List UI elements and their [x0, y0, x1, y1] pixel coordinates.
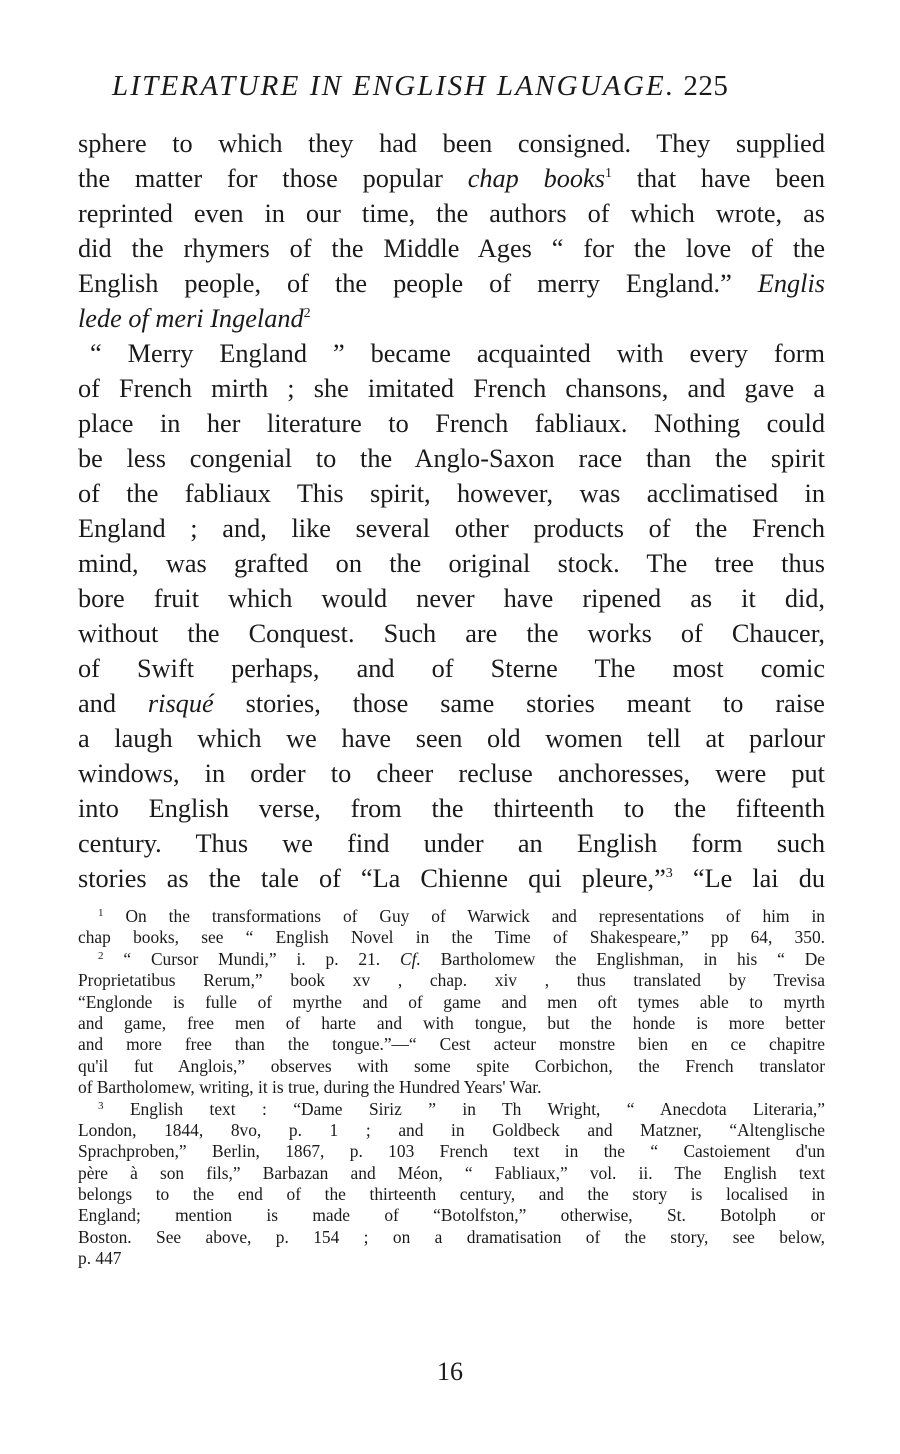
footnote-line: belongs to the end of the thirteenth century, and the story is localised in [78, 1184, 825, 1205]
running-title: LITERATURE IN ENGLISH LANGUAGE. [112, 70, 676, 102]
text-line: place in her literature to French fabliaux. Nothing could [78, 409, 825, 438]
italic-term: chap books [467, 164, 605, 193]
page-number: 225 [683, 70, 729, 102]
footnote-line: and game, free men of harte and with tongue, but the honde is more better [78, 1012, 825, 1033]
footnote-line: qu'il fut Anglois,” observes with some spite Corbichon, the French translator [78, 1055, 825, 1076]
text-line: mind, was grafted on the original stock. The tree thus [78, 549, 825, 578]
text-line: windows, in order to cheer recluse anchoresses, were put [78, 759, 825, 788]
footnote-line: of Bartholomew, writing, it is true, during the Hundred Years' War. [78, 1077, 542, 1098]
footnote-ref: 1 [604, 166, 612, 181]
text-line: did the rhymers of the Middle Ages “ for the love of the [78, 234, 825, 263]
text-line [78, 301, 825, 336]
text-line: reprinted even in our time, the authors of which wrote, as [78, 199, 825, 228]
footnote-mark: 2 [98, 949, 104, 962]
text-line: of Swift perhaps, and of Sterne The most comic [78, 654, 825, 683]
footnote-line: England; mention is made of “Botolfston,” otherwise, St. Botolph or [78, 1205, 825, 1226]
text-line: be less congenial to the Anglo-Saxon race than the spirit [78, 444, 825, 473]
text-line: English people, of the people of merry England.” Englis [78, 269, 826, 298]
italic-quote: Englis [757, 269, 826, 298]
text-line: stories as the tale of “La Chienne qui pleure,”$^3$ “Le lai du [78, 864, 825, 893]
text-line: of French mirth ; she imitated French chansons, and gave a [78, 374, 825, 403]
italic-term: risqué [147, 689, 214, 718]
footnote-ref: 2 [303, 306, 311, 321]
footnote-line: and more free than the tongue.”—“ Cest acteur monstre bien en ce chapitre [78, 1034, 825, 1055]
footnote-line: $^1$ On the transformations of Guy of Warwick and representations of him in [98, 906, 825, 926]
text-line: and risqué stories, those same stories meant to raise [78, 689, 825, 718]
footnote-line: Boston. See above, p. 154 ; on a dramatisation of the story, see below, [78, 1226, 825, 1247]
footnote-line: $^3$ English text : “Dame Siriz ” in Th Wright, “ Anecdota Literaria,” [98, 1098, 825, 1119]
italic-quote: lede of meri Ingeland [78, 304, 304, 333]
text-line: of the fabliaux This spirit, however, was acclimatised in [78, 479, 825, 508]
running-header [112, 66, 832, 106]
text-line: a laugh which we have seen old women tell at parlour [78, 724, 825, 753]
text-line: sphere to which they had been consigned. They supplied [78, 129, 825, 158]
footnote-line: chap books, see “ English Novel in the Time of Shakespeare,” pp 64, 350. [78, 927, 825, 948]
footnotes [78, 906, 825, 1270]
footnote-line: $^2$ “ Cursor Mundi,” i. p. 21. Cf. Bartholomew the Englishman, in his “ De [98, 948, 826, 969]
text-line: “ Merry England ” became acquainted with every form [90, 339, 825, 368]
footnote-line: “Englonde is fulle of myrthe and of game and men oft tymes able to myrth [78, 991, 825, 1012]
footnote-mark: 3 [98, 1099, 104, 1112]
main-text [78, 126, 825, 896]
footnote-line: père à son fils,” Barbazan and Méon, “ Fabliaux,” vol. ii. The English text [78, 1162, 825, 1183]
text-line: the matter for those popular chap books$^1$ that have been [78, 164, 825, 193]
footnote-line: Sprachproben,” Berlin, 1867, p. 103 French text in the “ Castoiement d'un [78, 1141, 825, 1162]
text-line: bore fruit which would never have ripened as it did, [78, 584, 825, 613]
footnote-line: Proprietatibus Rerum,” book xv , chap. xiv , thus translated by Trevisa [78, 970, 825, 991]
footnote-mark: 1 [98, 907, 104, 919]
signature-mark: 16 [437, 1357, 463, 1386]
footnote-line: p. 447 [78, 1248, 122, 1269]
text-line: England ; and, like several other products of the French [78, 514, 825, 543]
footnote-line: London, 1844, 8vo, p. 1 ; and in Goldbeck and Matzner, “Altenglische [78, 1119, 825, 1140]
footnote-ref: 3 [665, 866, 673, 881]
text-line: without the Conquest. Such are the works of Chaucer, [78, 619, 825, 648]
text-line: century. Thus we find under an English form such [78, 829, 825, 858]
text-line: into English verse, from the thirteenth to the fifteenth [78, 794, 825, 823]
